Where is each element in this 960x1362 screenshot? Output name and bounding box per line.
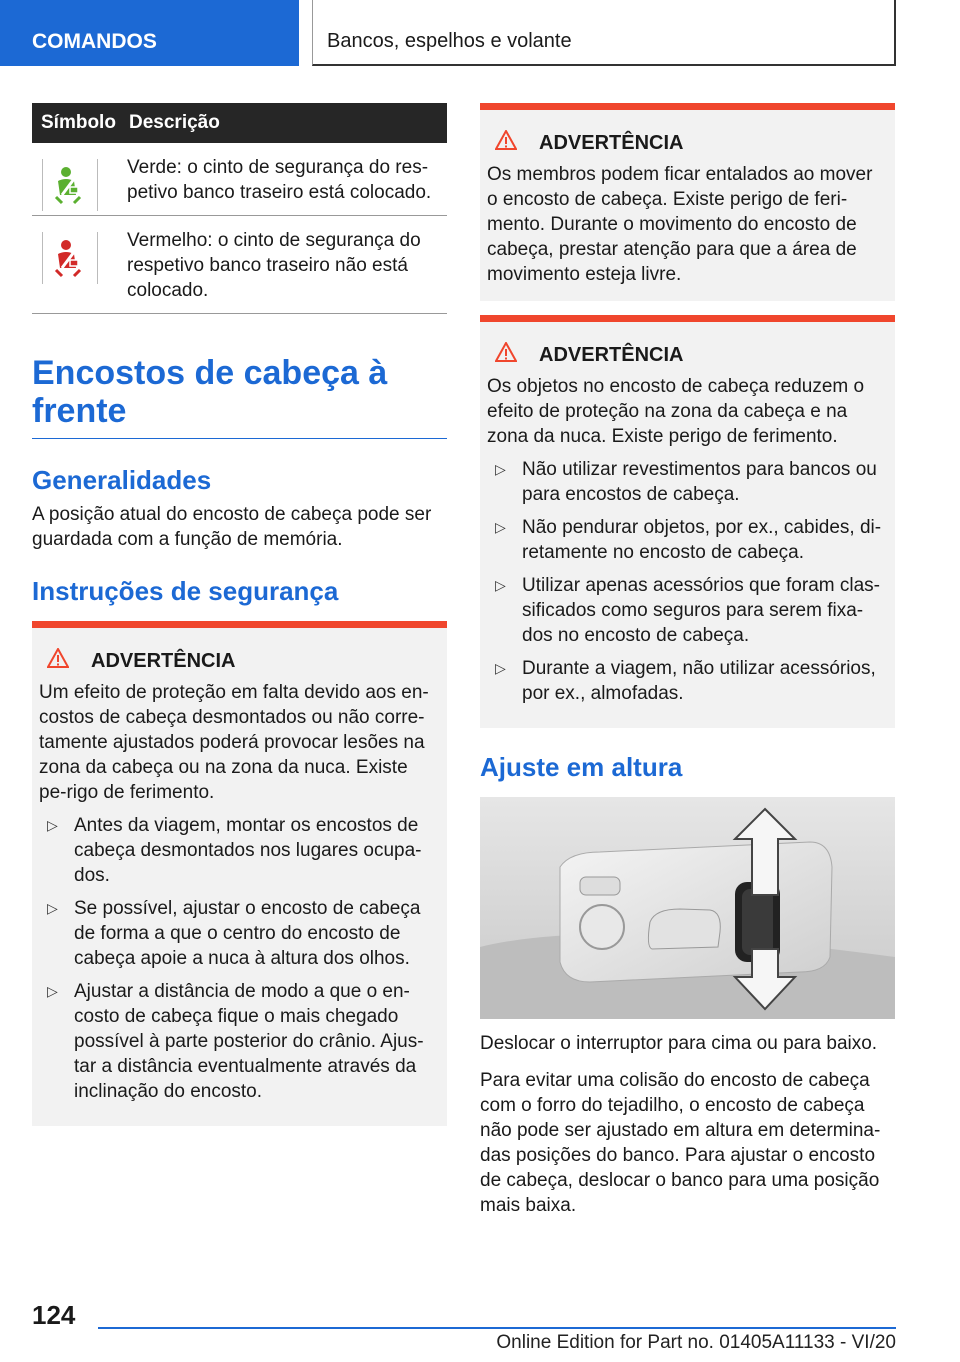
- col-description: Descrição: [129, 112, 220, 133]
- list-item: ▷ Ajustar a distância de modo a que o en-costo de cabeça fique o mais chegado possível à parte posterior do crânio. Ajus-tar a distância eventualmente através da inclinação do encosto.: [39, 979, 439, 1104]
- warning-text: Os objetos no encosto de cabeça reduzem o efeito de proteção na zona da cabeça e na zona da nuca. Existe perigo de ferimento.: [487, 376, 865, 447]
- list-item: ▷ Antes da viagem, montar os encostos de cabeça desmontados nos lugares ocupa-dos.: [39, 813, 439, 888]
- bullet-triangle-icon: ▷: [47, 983, 58, 999]
- header-section: COMANDOS: [0, 0, 299, 66]
- generalidades-title: Generalidades: [32, 465, 212, 495]
- warning-title: ADVERTÊNCIA: [91, 649, 236, 672]
- left-column: [32, 103, 447, 1126]
- bullet-triangle-icon: ▷: [47, 900, 58, 916]
- table-row: [32, 216, 447, 314]
- warning-box-left: [32, 621, 447, 1126]
- warning-title: ADVERTÊNCIA: [539, 131, 684, 154]
- safety-title: Instruções de segurança: [32, 576, 339, 606]
- warning-box-right-2: [480, 315, 895, 728]
- bullet-triangle-icon: ▷: [47, 817, 58, 833]
- warning-icon: [495, 342, 517, 368]
- seat-switch-photo: [480, 797, 895, 1019]
- generalidades-text: A posição atual do encosto de cabeça pode ser guardada com a função de memória.: [32, 504, 432, 550]
- height-title: Ajuste em altura: [480, 752, 683, 782]
- warning-list: [487, 457, 887, 706]
- seatbelt-red-icon: [42, 232, 98, 284]
- col-symbol: Símbolo: [41, 112, 116, 133]
- page-number: 124: [32, 1300, 76, 1330]
- right-column: [480, 103, 895, 1218]
- bullet-triangle-icon: ▷: [495, 519, 506, 535]
- row-text: Verde: o cinto de segurança do res-petivo banco traseiro está colocado.: [127, 157, 432, 203]
- seatbelt-green-icon: [42, 159, 98, 211]
- table-header: [32, 103, 447, 143]
- bullet-triangle-icon: ▷: [495, 461, 506, 477]
- header-chapter: Bancos, espelhos e volante: [312, 0, 896, 66]
- list-item: ▷ Se possível, ajustar o encosto de cabeça de forma a que o centro do encosto de cabeça apoie a nuca à altura dos olhos.: [39, 896, 439, 971]
- height-text: Para evitar uma colisão do encosto de cabeça com o forro do tejadilho, o encosto de cabeça não pode ser ajustado em altura em determina-das posições do banco. Para ajustar o encosto de cabeça, deslocar o banco para uma posição mais baixa.: [480, 1070, 881, 1216]
- warning-text: Um efeito de proteção em falta devido aos en-costos de cabeça desmontados ou não corre-tamente ajustados poderá provocar lesões na zona da cabeça ou na zona da nuca. Existe pe-rigo de ferimento.: [39, 682, 429, 803]
- symbol-table: [32, 103, 447, 314]
- row-text: Vermelho: o cinto de segurança do respetivo banco traseiro não está colocado.: [127, 230, 421, 301]
- list-item: ▷ Não pendurar objetos, por ex., cabides, di-retamente no encosto de cabeça.: [487, 515, 887, 565]
- warning-list: [39, 813, 439, 1104]
- warning-icon: [495, 130, 517, 156]
- bullet-triangle-icon: ▷: [495, 660, 506, 676]
- section-title: Encostos de cabeça à frente: [32, 354, 447, 439]
- warning-icon: [47, 648, 69, 674]
- list-item: ▷ Utilizar apenas acessórios que foram clas-sificados como seguros para serem fixa-dos no encosto de cabeça.: [487, 573, 887, 648]
- footer-edition: Online Edition for Part no. 01405A11133 - VI/20: [98, 1327, 896, 1354]
- table-row: [32, 143, 447, 216]
- warning-text: Os membros podem ficar entalados ao mover o encosto de cabeça. Existe perigo de feri-mento. Durante o movimento do encosto de cabeça, prestar atenção para que a área de movimento esteja livre.: [487, 164, 873, 285]
- warning-title: ADVERTÊNCIA: [539, 343, 684, 366]
- bullet-triangle-icon: ▷: [495, 577, 506, 593]
- height-caption: Deslocar o interruptor para cima ou para baixo.: [480, 1033, 878, 1054]
- list-item: ▷ Não utilizar revestimentos para bancos ou para encostos de cabeça.: [487, 457, 887, 507]
- warning-box-right-1: [480, 103, 895, 301]
- list-item: ▷ Durante a viagem, não utilizar acessórios, por ex., almofadas.: [487, 656, 887, 706]
